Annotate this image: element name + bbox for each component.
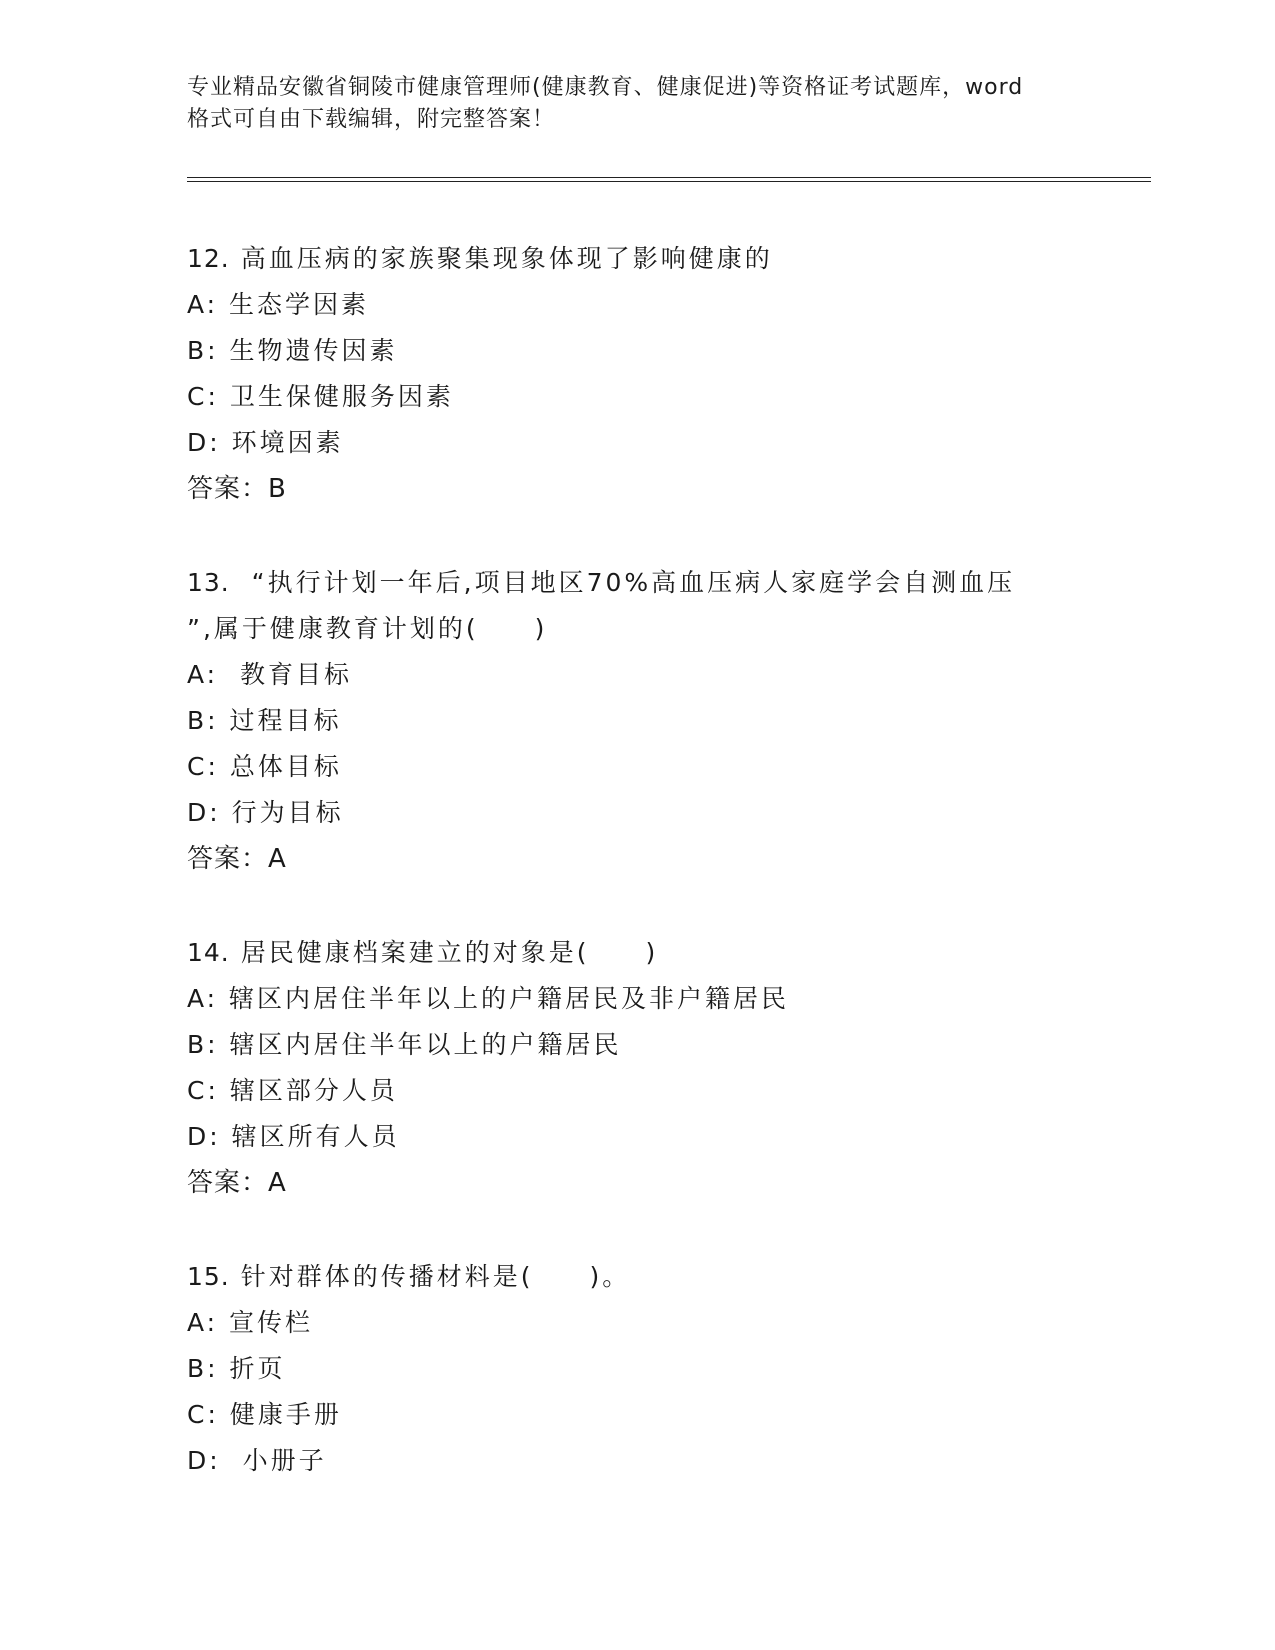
option-b: B: 生物遗传因素 [187,336,398,365]
option-d: D: 行为目标 [187,798,344,827]
question-text: 高血压病的家族聚集现象体现了影响健康的 [240,244,773,273]
option-c: C: 总体目标 [187,752,342,781]
option-a: A: 辖区内居住半年以上的户籍居民及非户籍居民 [187,984,790,1013]
question-text: 居民健康档案建立的对象是( ) [240,938,659,967]
option-a: A: 教育目标 [187,660,352,689]
option-b: B: 折页 [187,1354,286,1383]
question-number: 15. [187,1262,230,1291]
header-line-1: 专业精品安徽省铜陵市健康管理师(健康教育、健康促进)等资格证考试题库，word [187,75,1024,100]
header-divider [187,177,1151,182]
question-15 [187,1254,1147,1484]
document-header [187,72,1087,136]
question-stem [187,1254,1147,1300]
question-stem [187,236,1147,282]
question-list [187,236,1147,1532]
option-d: D: 小册子 [187,1446,327,1475]
question-stem [187,930,1147,976]
answer: 答案：A [187,1168,287,1198]
option-c: C: 卫生保健服务因素 [187,382,454,411]
option-b: B: 辖区内居住半年以上的户籍居民 [187,1030,622,1059]
question-number: 12. [187,244,230,273]
question-text-line-1: “执行计划一年后,项目地区70%高血压病人家庭学会自测血压 [240,568,1016,597]
question-stem [187,560,1147,606]
question-text: 针对群体的传播材料是( )。 [240,1262,631,1291]
question-13 [187,560,1147,882]
header-line-2: 格式可自由下载编辑，附完整答案！ [187,107,556,132]
question-text-line-2: ”,属于健康教育计划的( ) [187,614,548,643]
question-14 [187,930,1147,1206]
option-c: C: 辖区部分人员 [187,1076,398,1105]
answer: 答案：A [187,844,287,874]
option-d: D: 辖区所有人员 [187,1122,400,1151]
question-number: 13. [187,568,230,597]
answer: 答案：B [187,474,287,504]
option-b: B: 过程目标 [187,706,342,735]
option-c: C: 健康手册 [187,1400,342,1429]
option-d: D: 环境因素 [187,428,344,457]
question-12 [187,236,1147,512]
option-a: A: 宣传栏 [187,1308,314,1337]
option-a: A: 生态学因素 [187,290,370,319]
question-number: 14. [187,938,230,967]
